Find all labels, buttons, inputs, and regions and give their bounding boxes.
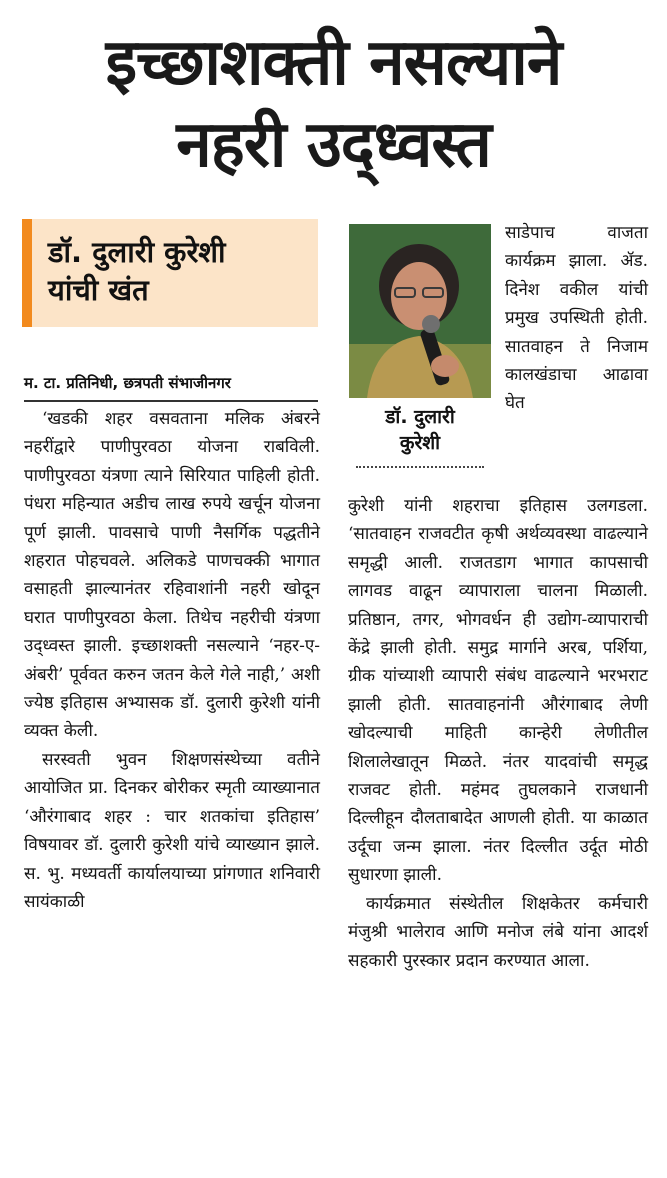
byline: म. टा. प्रतिनिधी, छत्रपती संभाजीनगर — [24, 374, 231, 392]
byline-divider — [24, 400, 318, 402]
article-column-left — [24, 405, 320, 916]
headline-line-2: नहरी उद्ध्वस्त — [176, 108, 491, 182]
photo-caption-line-2: कुरेशी — [399, 432, 441, 454]
headline — [0, 22, 667, 186]
article-paragraph: कुरेशी यांनी शहराचा इतिहास उलगडला. ‘सातवाहन राजवटीत कृषी अर्थव्यवस्था वाढल्याने समृद्धी आली. राजतडाग भागात कापसाची लागवड वाढून व्यापाराला चालना मिळाली. प्रतिष्ठान, तगर, भोगवर्धन ही उद्योग-व्यापाराची केंद्रे झाली होती. समुद्र मार्गाने अरब, पर्शिया, ग्रीक यांच्याशी व्यापारी संबंध वाढल्याने भरभराट झाली होती. सातवाहनांनी औरंगाबाद लेणी खोदल्याची माहिती कान्हेरी लेणीतील शिलालेखातून मिळते. नंतर यादवांची समृद्ध राजवट होती. महंमद तुघलकाने राजधानी दिल्लीहून दौलताबादेत आणली होती. या काळात उर्दूचा जन्म झाला. नंतर दिल्लीत उर्दूत मोठी सुधारणा झाली. — [348, 496, 648, 886]
subheading-line-1: डॉ. दुलारी कुरेशी — [48, 235, 226, 269]
caption-divider — [356, 466, 484, 468]
subheading-line-2: यांची खंत — [48, 273, 149, 307]
photo-caption — [352, 404, 488, 456]
photo-caption-line-1: डॉ. दुलारी — [385, 406, 455, 428]
article-column-right — [348, 492, 648, 975]
subheading-box — [22, 219, 318, 327]
article-paragraph: ‘खडकी शहर वसवताना मलिक अंबरने नहरींद्वारे पाणीपुरवठा योजना राबविली. पाणीपुरवठा यंत्रणा त्याने सिरियात पाहिली होती. पंधरा महिन्यात अडीच लाख रुपये खर्चून योजना पूर्ण झाली. पावसाचे पाणी नैसर्गिक पद्धतीने शहरात पोहचवले. अलिकडे पाणचक्की भागात वसाहती झाल्यानंतर रहिवाशांनी नहरी खोदून घरात पाणीपुरवठा केला. तिथेच नहरीची यंत्रणा उद्ध्वस्त झाली. इच्छाशक्ती नसल्याने ‘नहर-ए-अंबरी’ पूर्ववत करुन जतन केले गेले नाही,’ अशी ज्येष्ठ इतिहास अभ्यासक डॉ. दुलारी कुरेशी यांनी व्यक्त केली. — [24, 409, 320, 742]
article-paragraph: कार्यक्रमात संस्थेतील शिक्षकेतर कर्मचारी मंजुश्री भालेराव आणि मनोज लंबे यांना आदर्श सहकारी पुरस्कार प्रदान करण्यात आला. — [348, 893, 648, 971]
speaker-photo-illustration — [349, 224, 491, 398]
speaker-photo — [349, 224, 491, 398]
headline-line-1: इच्छाशक्ती नसल्याने — [105, 26, 562, 100]
article-paragraph: सरस्वती भुवन शिक्षणसंस्थेच्या वतीने आयोजित प्रा. दिनकर बोरीकर स्मृती व्याख्यानात ‘औरंगाबाद शहर : चार शतकांचा इतिहास’ विषयावर डॉ. दुलारी कुरेशी यांचे व्याख्यान झाले. स. भु. मध्यवर्ती कार्यालयाच्या प्रांगणात शनिवारी सायंकाळी — [24, 749, 320, 912]
article-column-right-top: साडेपाच वाजता कार्यक्रम झाला. ॲड. दिनेश वकील यांची प्रमुख उपस्थिती होती. सातवाहन ते निजाम कालखंडाचा आढावा घेत — [505, 223, 648, 414]
